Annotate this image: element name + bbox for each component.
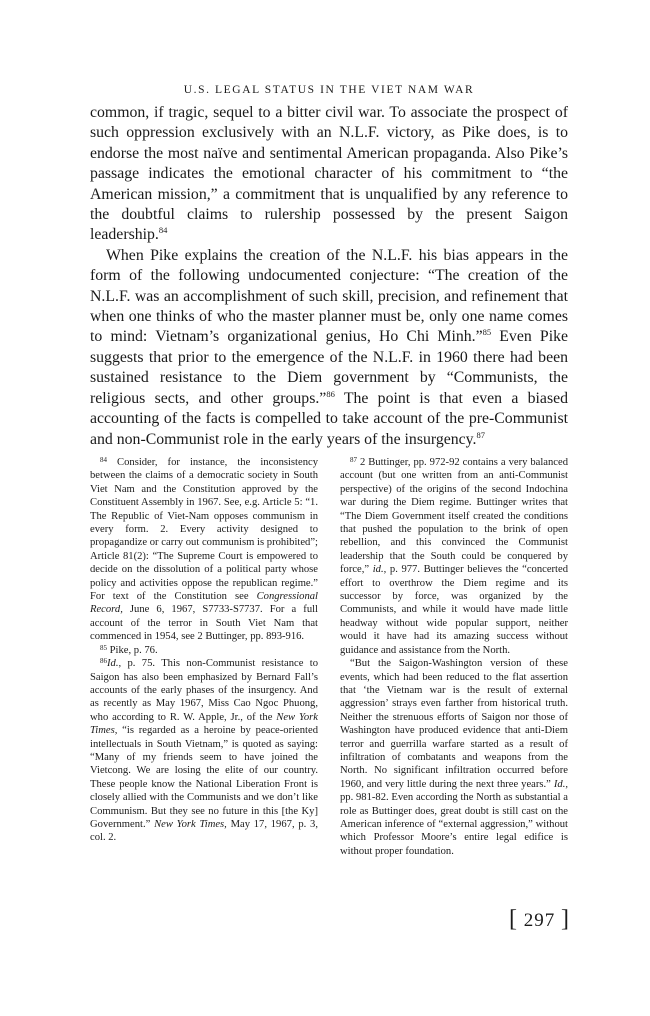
footnote-italic: Id., xyxy=(107,658,122,670)
footnote-number: 87 xyxy=(350,456,357,464)
footnote-ref: 86 xyxy=(326,388,335,399)
main-text xyxy=(90,103,568,450)
footnote-italic: Congressional Record, xyxy=(90,591,318,616)
footnote-number: 85 xyxy=(100,643,107,652)
page-number-bracket-open: [ xyxy=(509,906,518,932)
paragraph-1 xyxy=(90,103,568,246)
footnote-87 xyxy=(340,456,568,657)
footnote-italic: Id., xyxy=(553,778,568,790)
footnote-text: pp. 981-82. Even according the North as substantial a role as Buttinger does, great doubt is still cast on the American inference of “external aggression,” without which Professor Moore’s entire legal edifice is without proper foundation. xyxy=(340,792,568,857)
footnote-text: p. 977. Buttinger believes the “concerted effort to overthrow the Diem regime and its successor by force, was organized by the Communists, and while it would have made little headway without wide popular support, neither would it have had its amazing success without guidance and assistance from the North. xyxy=(340,564,568,656)
paragraph-text: Even Pike suggests that prior to the emergence of the N.L.F. in 1960 there had been sustained resistance to the Diem government by “Communists, the religious sects, and other groups.” xyxy=(90,328,568,407)
footnote-italic: id., xyxy=(372,564,387,576)
paragraph-text: The point is that even a biased accounting of the facts is compelled to take account of the pre-Communist and non-Communist role in the early years of the insurgency. xyxy=(90,389,568,448)
footnote-text: June 6, 1967, S7733-S7737. For a full account of the terror in South Viet Nam that commenced in 1954, see 2 Buttinger, pp. 893-916. xyxy=(90,604,318,643)
footnote-text: May 17, 1967, p. 3, col. 2. xyxy=(90,818,318,844)
footnote-ref: 87 xyxy=(476,429,485,440)
running-head: U.S. LEGAL STATUS IN THE VIET NAM WAR xyxy=(183,84,475,96)
footnote-86 xyxy=(90,657,318,845)
page-number xyxy=(480,906,570,933)
footnote-84 xyxy=(90,456,318,644)
page-number-bracket-close: ] xyxy=(561,906,570,932)
footnote-number: 84 xyxy=(100,456,107,464)
footnote-italic: New York Times, xyxy=(154,818,227,830)
footnote-text: p. 75. This non-Communist resistance to Saigon has also been emphasized by Bernard Fall’s accounts of the early phases of the insurgency. And as recently as May 1967, Miss Cao Ngoc Phuong, who according to R. W. Apple, Jr., of the xyxy=(90,658,318,723)
footnote-text: Consider, for instance, the inconsistency between the claims of a democratic society in South Viet Nam and the Constitution approved by the Constituent Assembly in 1967. See, e.g. Article 5: “1. The Republic of Viet-Nam opposes communism in every form. 2. Every activity designed to propagandize or carry out communism is prohibited”; Article 81(2): “The Supreme Court is empowered to decide on the dissolution of a political party whose policy and activities oppose the republican regime.” For text of the Constitution see xyxy=(90,457,318,603)
footnote-ref: 85 xyxy=(482,327,492,338)
page-number-value: 297 xyxy=(523,910,556,931)
footnote-87-continued xyxy=(340,657,568,858)
footnote-text: 2 Buttinger, pp. 972-92 contains a very balanced account (but one written from an anti-Communist perspective) of the origins of the second Indochina war during the Diem regime. Buttinger writes that “The Diem Government itself created the conditions that pushed the population to the brink of open rebellion, and this convinced the Communist leadership that the South could be conquered by force,” xyxy=(340,457,568,576)
footnote-number: 86 xyxy=(100,657,107,666)
footnote-text: “But the Saigon-Washington version of these events, which had been reduced to the flat assertion that ‘the Vietnam war is the result of external aggression’ strays even farther from historical truth. Neither the strenuous efforts of Saigon nor those of Washington have produced evidence that anti-Diem terror and guerrilla warfare started as a result of infiltration of combatants and weapons from the North. No significant infiltration occurred before 1960, and very little during the next three years.” xyxy=(340,658,568,790)
footnote-ref: 84 xyxy=(158,225,168,236)
paragraph-text: common, if tragic, sequel to a bitter civil war. To associate the prospect of such oppression exclusively with an N.L.F. victory, as Pike does, is to endorse the most naïve and sentimental American propaganda. Also Pike’s passage indicates the emotional character of his commitment to “the American mission,” a commitment that is unqualified by any reference to the doubtful claims to rulership possessed by the present Saigon leadership. xyxy=(90,104,568,244)
footnotes-right-column xyxy=(340,456,568,858)
footnotes-left-column xyxy=(90,456,318,858)
footnote-text: “is regarded as a heroine by peace-oriented intellectuals in South Vietnam,” is quoted as saying: “Many of my friends seem to have joined the Vietcong. We are losing the elite of our country. These people know the National Liberation Front is closely allied with the Communists and we don’t like Communism. But they see no future in this [the Ky] Government.” xyxy=(90,725,318,830)
footnote-text: Pike, p. 76. xyxy=(107,644,158,656)
paragraph-text: When Pike explains the creation of the N.L.F. his bias appears in the form of the following undocumented conjecture: “The creation of the N.L.F. was an accomplishment of such skill, precision, and refinement that when one thinks of who the master planner must be, only one name comes to mind: Vietnam’s organizational genius, Ho Chi Minh.” xyxy=(90,246,568,346)
footnotes xyxy=(90,456,568,858)
paragraph-2 xyxy=(90,246,568,450)
footnote-italic: New York Times, xyxy=(90,711,318,737)
footnote-85 xyxy=(90,644,318,657)
